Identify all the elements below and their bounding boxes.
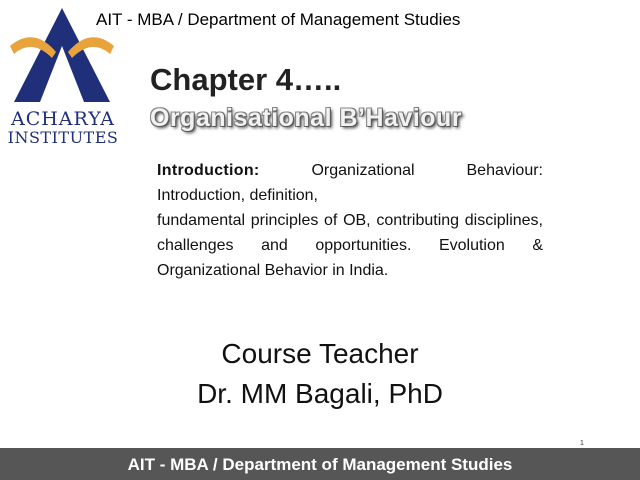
introduction-line1-rest: Organizational Behaviour: <box>311 162 543 179</box>
footer-bar <box>0 448 640 480</box>
introduction-label: Introduction: <box>157 162 260 179</box>
introduction-line2: Introduction, definition, <box>157 187 318 204</box>
footer-title: AIT - MBA / Department of Management Studies <box>127 455 513 474</box>
logo-word-bottom: INSTITUTES <box>7 128 119 147</box>
course-teacher-label: Course Teacher <box>221 338 419 369</box>
course-teacher-name: Dr. MM Bagali, PhD <box>197 378 443 409</box>
chapter-title: Chapter 4….. <box>150 62 342 97</box>
chapter-subtitle: Organisational B’Haviour <box>150 104 463 132</box>
header-title: AIT - MBA / Department of Management Studies <box>96 10 461 29</box>
introduction-paragraph: fundamental principles of OB, contributing disciplines, challenges and opportunities. Evolution & Organizational Behavior in India. <box>157 212 543 279</box>
introduction-text <box>157 158 543 283</box>
logo-word-top: ACHARYA <box>10 108 116 130</box>
page-number: 1 <box>580 440 584 447</box>
introduction-first-line <box>157 158 543 183</box>
